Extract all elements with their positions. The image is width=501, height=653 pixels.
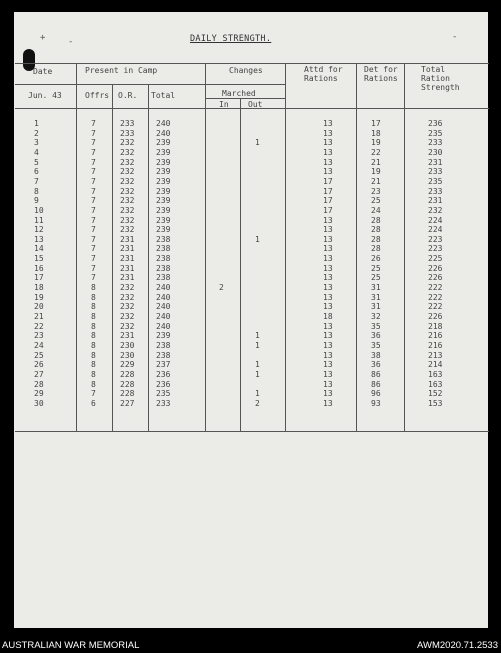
header-date: Date: [33, 67, 53, 76]
cell-attd: 13: [323, 283, 333, 293]
header-changes: Changes: [229, 66, 263, 75]
cell-day: 11: [34, 215, 44, 225]
cell-total: 235: [156, 389, 171, 399]
cell-ration: 224: [428, 215, 443, 225]
cell-total: 239: [156, 331, 171, 341]
header-ors: O.R.: [118, 91, 138, 100]
cell-day: 2: [34, 128, 39, 138]
cell-attd: 13: [323, 379, 333, 389]
cell-attd: 18: [323, 312, 333, 321]
cell-attd: 13: [323, 263, 333, 273]
cell-det: 28: [371, 225, 381, 235]
cell-ors: 231: [120, 331, 135, 341]
cell-offrs: 7: [91, 254, 96, 264]
cell-offrs: 7: [91, 167, 96, 177]
col-rule: [76, 63, 77, 432]
cell-total: 239: [156, 157, 171, 167]
cell-out: 1: [255, 234, 260, 244]
cell-attd: 13: [323, 341, 333, 350]
header-present: Present in Camp: [85, 66, 158, 75]
cell-offrs: 8: [91, 350, 96, 360]
cell-day: 26: [34, 360, 44, 370]
cell-ors: 229: [120, 360, 135, 370]
cell-total: 240: [156, 119, 171, 128]
cell-offrs: 7: [91, 186, 96, 196]
col-rule: [404, 63, 405, 432]
cell-day: 8: [34, 186, 39, 196]
cell-total: 239: [156, 186, 171, 196]
cell-ors: 231: [120, 234, 135, 244]
cell-out: 1: [255, 331, 260, 341]
cell-ration: 225: [428, 254, 443, 264]
header-in: In: [219, 100, 229, 109]
cell-ors: 232: [120, 225, 135, 235]
cell-total: 238: [156, 350, 171, 360]
cell-day: 15: [34, 254, 44, 264]
cell-ors: 232: [120, 283, 135, 293]
cell-ors: 232: [120, 292, 135, 302]
cell-ration: 223: [428, 244, 443, 254]
cell-day: 20: [34, 302, 44, 312]
cell-offrs: 7: [91, 176, 96, 186]
cell-day: 17: [34, 273, 44, 283]
cell-ration: 216: [428, 341, 443, 350]
col-rule: [240, 98, 241, 432]
cell-total: 239: [156, 176, 171, 186]
corner-mark: +: [40, 33, 46, 43]
cell-attd: 13: [323, 331, 333, 341]
cell-total: 239: [156, 215, 171, 225]
cell-ration: 230: [428, 147, 443, 157]
cell-out: 1: [255, 389, 260, 399]
cell-det: 31: [371, 292, 381, 302]
cell-day: 27: [34, 369, 44, 379]
header-ration: Total Ration Strength: [421, 65, 460, 92]
cell-day: 5: [34, 157, 39, 167]
cell-offrs: 7: [91, 215, 96, 225]
cell-attd: 13: [323, 398, 333, 408]
cell-ors: 232: [120, 176, 135, 186]
cell-ors: 232: [120, 157, 135, 167]
cell-ors: 233: [120, 119, 135, 128]
cell-ration: 226: [428, 312, 443, 321]
cell-det: 36: [371, 331, 381, 341]
cell-day: 4: [34, 147, 39, 157]
cell-det: 96: [371, 389, 381, 399]
cell-ration: 152: [428, 389, 443, 399]
cell-total: 240: [156, 292, 171, 302]
footer-bar: [0, 637, 501, 653]
cell-day: 30: [34, 398, 44, 408]
cell-ration: 214: [428, 360, 443, 370]
cell-ors: 231: [120, 263, 135, 273]
cell-ration: 216: [428, 331, 443, 341]
cell-ration: 236: [428, 119, 443, 128]
cell-attd: 13: [323, 360, 333, 370]
cell-ration: 226: [428, 263, 443, 273]
rule-marched: [205, 98, 285, 99]
corner-mark: -: [68, 37, 74, 47]
cell-ors: 232: [120, 312, 135, 321]
cell-day: 22: [34, 321, 44, 331]
cell-ration: 235: [428, 128, 443, 138]
cell-ors: 232: [120, 167, 135, 177]
footer-reference: AWM2020.71.2533: [417, 640, 498, 651]
cell-det: 28: [371, 215, 381, 225]
cell-ration: 153: [428, 398, 443, 408]
cell-attd: 13: [323, 234, 333, 244]
cell-day: 16: [34, 263, 44, 273]
cell-day: 19: [34, 292, 44, 302]
cell-offrs: 7: [91, 157, 96, 167]
cell-offrs: 7: [91, 119, 96, 128]
cell-total: 233: [156, 398, 171, 408]
cell-total: 238: [156, 244, 171, 254]
cell-det: 35: [371, 341, 381, 350]
cell-det: 21: [371, 176, 381, 186]
cell-ors: 232: [120, 138, 135, 148]
cell-attd: 13: [323, 321, 333, 331]
cell-det: 28: [371, 244, 381, 254]
cell-det: 21: [371, 157, 381, 167]
cell-det: 25: [371, 196, 381, 206]
cell-det: 28: [371, 234, 381, 244]
col-rule: [112, 84, 113, 432]
cell-attd: 17: [323, 176, 333, 186]
cell-offrs: 8: [91, 302, 96, 312]
cell-det: 31: [371, 283, 381, 293]
cell-total: 236: [156, 379, 171, 389]
cell-ors: 232: [120, 302, 135, 312]
cell-day: 13: [34, 234, 44, 244]
cell-day: 1: [34, 119, 39, 128]
cell-total: 240: [156, 302, 171, 312]
cell-ors: 227: [120, 398, 135, 408]
cell-attd: 13: [323, 389, 333, 399]
col-rule: [285, 63, 286, 432]
header-marched: Marched: [222, 89, 256, 98]
cell-attd: 13: [323, 167, 333, 177]
cell-total: 240: [156, 312, 171, 321]
cell-offrs: 8: [91, 369, 96, 379]
cell-det: 19: [371, 167, 381, 177]
cell-total: 240: [156, 128, 171, 138]
cell-day: 29: [34, 389, 44, 399]
header-det: Det for Rations: [364, 65, 398, 83]
cell-ors: 231: [120, 244, 135, 254]
cell-ration: 223: [428, 234, 443, 244]
cell-ors: 232: [120, 196, 135, 206]
cell-offrs: 7: [91, 205, 96, 215]
cell-attd: 17: [323, 205, 333, 215]
cell-ration: 222: [428, 302, 443, 312]
cell-offrs: 6: [91, 398, 96, 408]
cell-ration: 231: [428, 157, 443, 167]
cell-day: 12: [34, 225, 44, 235]
header-offrs: Offrs: [85, 91, 110, 100]
cell-ration: 233: [428, 138, 443, 148]
cell-ors: 231: [120, 273, 135, 283]
cell-total: 240: [156, 283, 171, 293]
cell-offrs: 7: [91, 389, 96, 399]
cell-total: 238: [156, 273, 171, 283]
cell-ors: 232: [120, 205, 135, 215]
cell-day: 21: [34, 312, 44, 321]
cell-out: 1: [255, 369, 260, 379]
col-rule: [148, 84, 149, 432]
header-total: Total: [151, 91, 176, 100]
cell-attd: 13: [323, 119, 333, 128]
cell-det: 25: [371, 263, 381, 273]
cell-day: 10: [34, 205, 44, 215]
cell-attd: 17: [323, 186, 333, 196]
cell-offrs: 8: [91, 331, 96, 341]
cell-ration: 222: [428, 283, 443, 293]
cell-ors: 233: [120, 128, 135, 138]
cell-attd: 13: [323, 302, 333, 312]
footer-source: AUSTRALIAN WAR MEMORIAL: [2, 640, 140, 651]
cell-offrs: 8: [91, 321, 96, 331]
cell-total: 236: [156, 369, 171, 379]
cell-attd: 13: [323, 350, 333, 360]
cell-det: 86: [371, 369, 381, 379]
cell-ors: 228: [120, 389, 135, 399]
cell-out: 1: [255, 341, 260, 350]
cell-offrs: 8: [91, 360, 96, 370]
col-rule: [205, 63, 206, 432]
cell-offrs: 7: [91, 273, 96, 283]
cell-det: 18: [371, 128, 381, 138]
cell-ration: 233: [428, 186, 443, 196]
cell-det: 19: [371, 138, 381, 148]
cell-ration: 224: [428, 225, 443, 235]
cell-day: 25: [34, 350, 44, 360]
cell-offrs: 7: [91, 263, 96, 273]
cell-day: 3: [34, 138, 39, 148]
cell-ors: 232: [120, 147, 135, 157]
cell-total: 238: [156, 234, 171, 244]
cell-day: 9: [34, 196, 39, 206]
cell-det: 17: [371, 119, 381, 128]
cell-offrs: 8: [91, 341, 96, 350]
cell-total: 240: [156, 321, 171, 331]
cell-ors: 232: [120, 321, 135, 331]
cell-det: 31: [371, 302, 381, 312]
cell-offrs: 7: [91, 138, 96, 148]
cell-total: 238: [156, 341, 171, 350]
cell-total: 239: [156, 205, 171, 215]
rule-bottom: [15, 431, 489, 432]
cell-ration: 232: [428, 205, 443, 215]
document-title: DAILY STRENGTH.: [190, 34, 272, 44]
cell-ors: 228: [120, 379, 135, 389]
cell-det: 22: [371, 147, 381, 157]
cell-day: 23: [34, 331, 44, 341]
cell-det: 23: [371, 186, 381, 196]
cell-ration: 231: [428, 196, 443, 206]
cell-total: 239: [156, 138, 171, 148]
cell-total: 239: [156, 196, 171, 206]
header-attd: Attd for Rations: [304, 65, 343, 83]
cell-day: 28: [34, 379, 44, 389]
header-month: Jun. 43: [28, 91, 62, 100]
cell-attd: 17: [323, 196, 333, 206]
cell-det: 86: [371, 379, 381, 389]
cell-ration: 222: [428, 292, 443, 302]
cell-ors: 231: [120, 254, 135, 264]
cell-det: 93: [371, 398, 381, 408]
cell-offrs: 7: [91, 147, 96, 157]
cell-attd: 13: [323, 128, 333, 138]
cell-attd: 13: [323, 138, 333, 148]
cell-day: 24: [34, 341, 44, 350]
cell-out: 1: [255, 138, 260, 148]
cell-det: 36: [371, 360, 381, 370]
cell-total: 238: [156, 263, 171, 273]
cell-ration: 226: [428, 273, 443, 283]
cell-det: 25: [371, 273, 381, 283]
header-out: Out: [248, 100, 263, 109]
cell-offrs: 8: [91, 379, 96, 389]
rule-subheader: [15, 84, 285, 85]
cell-offrs: 7: [91, 128, 96, 138]
cell-attd: 13: [323, 147, 333, 157]
cell-attd: 13: [323, 215, 333, 225]
cell-total: 239: [156, 147, 171, 157]
cell-out: 2: [255, 398, 260, 408]
cell-det: 26: [371, 254, 381, 264]
cell-ration: 235: [428, 176, 443, 186]
cell-det: 24: [371, 205, 381, 215]
cell-total: 237: [156, 360, 171, 370]
cell-attd: 13: [323, 292, 333, 302]
cell-total: 239: [156, 225, 171, 235]
col-rule: [356, 63, 357, 432]
cell-day: 18: [34, 283, 44, 293]
cell-attd: 13: [323, 254, 333, 264]
cell-det: 35: [371, 321, 381, 331]
cell-attd: 13: [323, 244, 333, 254]
cell-ration: 218: [428, 321, 443, 331]
cell-det: 38: [371, 350, 381, 360]
cell-attd: 13: [323, 157, 333, 167]
cell-attd: 13: [323, 225, 333, 235]
cell-offrs: 8: [91, 283, 96, 293]
cell-det: 32: [371, 312, 381, 321]
cell-in: 2: [219, 283, 224, 293]
cell-total: 238: [156, 254, 171, 264]
cell-offrs: 8: [91, 312, 96, 321]
cell-ration: 213: [428, 350, 443, 360]
cell-attd: 13: [323, 369, 333, 379]
corner-mark: -: [452, 32, 458, 42]
cell-offrs: 7: [91, 234, 96, 244]
cell-offrs: 7: [91, 244, 96, 254]
cell-ors: 232: [120, 215, 135, 225]
cell-ors: 232: [120, 186, 135, 196]
cell-offrs: 7: [91, 225, 96, 235]
cell-ration: 233: [428, 167, 443, 177]
cell-day: 6: [34, 167, 39, 177]
cell-offrs: 7: [91, 196, 96, 206]
cell-out: 1: [255, 360, 260, 370]
cell-ration: 163: [428, 379, 443, 389]
rule-top: [15, 63, 489, 64]
cell-attd: 13: [323, 273, 333, 283]
cell-ors: 230: [120, 341, 135, 350]
cell-total: 239: [156, 167, 171, 177]
cell-ors: 230: [120, 350, 135, 360]
cell-day: 7: [34, 176, 39, 186]
cell-ration: 163: [428, 369, 443, 379]
cell-day: 14: [34, 244, 44, 254]
cell-ors: 228: [120, 369, 135, 379]
cell-offrs: 8: [91, 292, 96, 302]
